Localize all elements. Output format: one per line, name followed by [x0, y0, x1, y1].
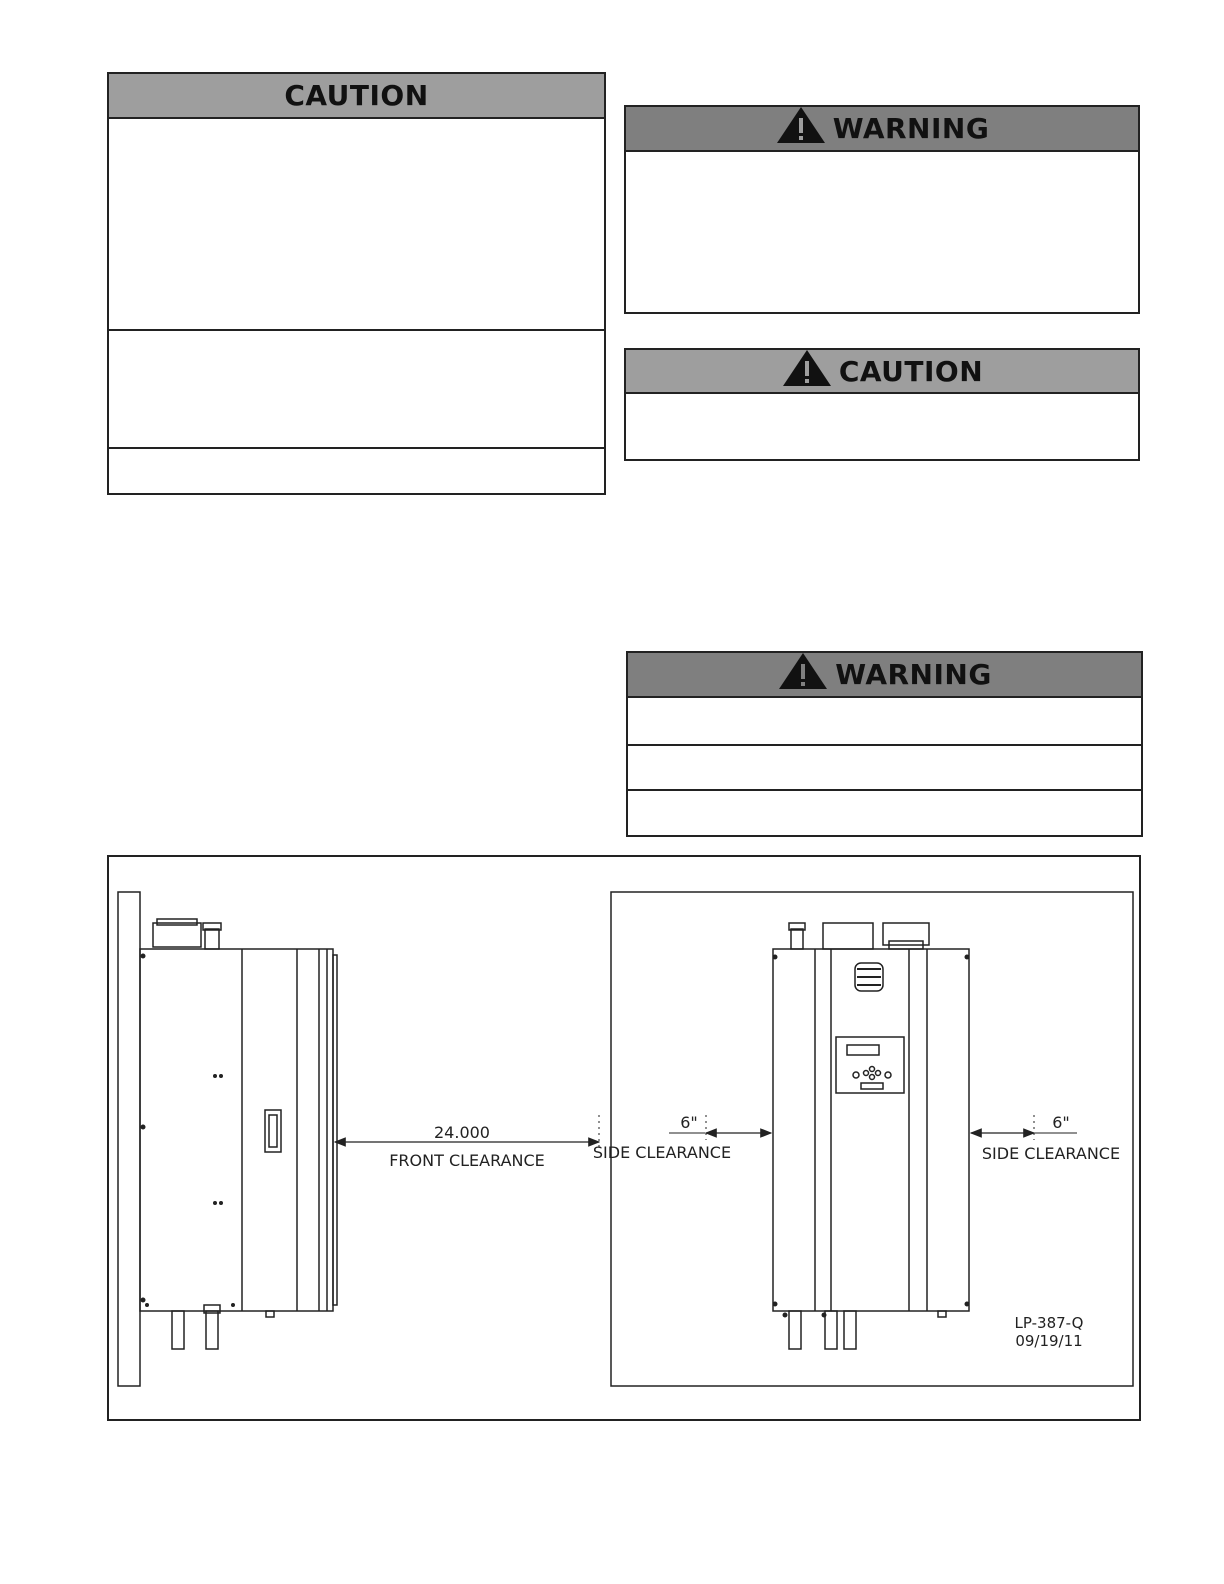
drawing-date: 09/19/11 — [1015, 1332, 1083, 1350]
side-view — [118, 892, 337, 1386]
wall — [118, 892, 140, 1386]
caution-header-right — [626, 350, 1138, 394]
front-view-panel — [611, 892, 1133, 1386]
part-number: LP-387-Q — [1014, 1314, 1084, 1332]
warning-title-bottom: WARNING — [835, 658, 992, 691]
warning-bottom-row-1 — [628, 698, 1141, 746]
caution-box-right — [624, 348, 1140, 461]
clearance-diagram — [107, 855, 1141, 1421]
front-clearance-dimension — [335, 1115, 599, 1170]
warning-box-bottom — [626, 651, 1143, 837]
side-clearance-label-right: SIDE CLEARANCE — [981, 1144, 1121, 1163]
side-clearance-value-right: 6" — [1052, 1113, 1070, 1132]
side-clearance-label-left: SIDE CLEARANCE — [592, 1143, 732, 1162]
warning-row-1 — [626, 152, 1138, 312]
caution-box-left — [107, 72, 606, 495]
caution-title-right: CAUTION — [838, 354, 984, 388]
warning-bottom-row-2 — [628, 746, 1141, 791]
clearance-drawing — [109, 857, 1139, 1419]
side-clearance-value-left: 6" — [680, 1113, 698, 1132]
front-view — [773, 923, 970, 1349]
caution-row-1 — [109, 119, 604, 331]
warning-triangle-icon — [777, 651, 829, 698]
front-clearance-label: FRONT CLEARANCE — [389, 1151, 545, 1170]
caution-header — [109, 74, 604, 119]
warning-title: WARNING — [832, 112, 990, 145]
warning-header — [626, 107, 1138, 152]
warning-box-top — [624, 105, 1140, 314]
warning-header-bottom — [628, 653, 1141, 698]
right-side-clearance-dimension — [971, 1113, 1120, 1163]
left-side-clearance-dimension — [593, 1113, 771, 1162]
caution-title: CAUTION — [284, 79, 429, 112]
caution-row-2 — [109, 331, 604, 449]
caution-triangle-icon — [781, 348, 833, 395]
caution-right-row-1 — [626, 394, 1138, 459]
caution-row-3 — [109, 449, 604, 493]
warning-bottom-row-3 — [628, 791, 1141, 835]
warning-triangle-icon — [775, 105, 827, 152]
front-clearance-value: 24.000 — [434, 1123, 490, 1142]
